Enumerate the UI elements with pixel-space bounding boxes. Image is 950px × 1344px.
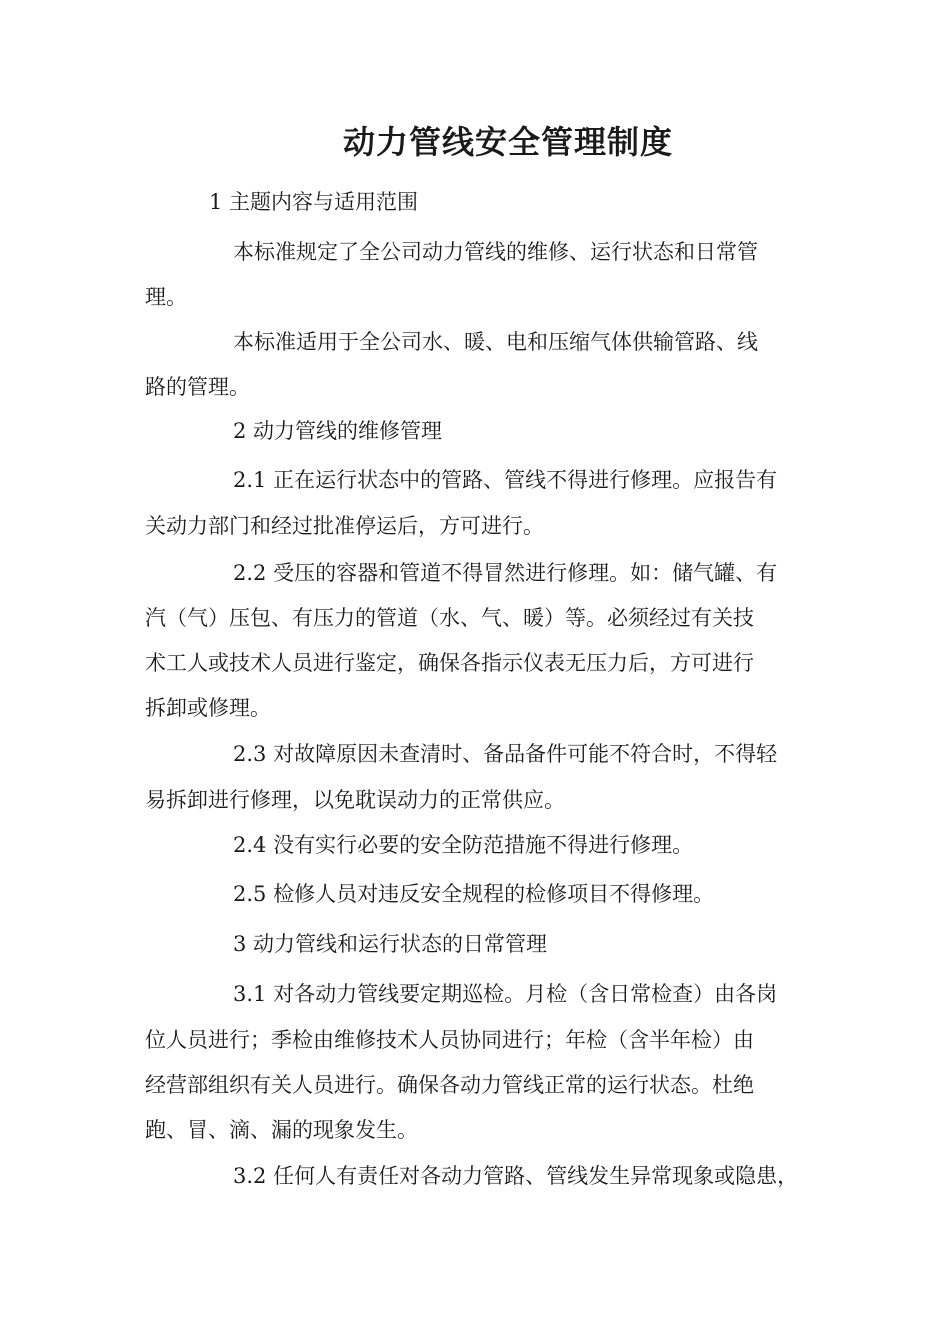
paragraph-line: 拆卸或修理。 (145, 696, 271, 720)
paragraph-line: 2.4 没有实行必要的安全防范措施不得进行修理。 (233, 833, 694, 857)
paragraph-line: 经营部组织有关人员进行。确保各动力管线正常的运行状态。杜绝 (145, 1073, 754, 1097)
paragraph-line: 位人员进行；季检由维修技术人员协同进行；年检（含半年检）由 (145, 1028, 754, 1052)
paragraph-line: 术工人或技术人员进行鉴定，确保各指示仪表无压力后，方可进行 (145, 651, 754, 675)
paragraph-line: 3.1 对各动力管线要定期巡检。月检（含日常检查）由各岗 (233, 982, 778, 1006)
section-heading-3: 3 动力管线和运行状态的日常管理 (233, 932, 548, 956)
paragraph-line: 汽（气）压包、有压力的管道（水、气、暖）等。必须经过有关技 (145, 606, 754, 630)
document-title: 动力管线安全管理制度 (342, 123, 673, 161)
paragraph-line: 跑、冒、滴、漏的现象发生。 (145, 1118, 418, 1142)
paragraph-line: 理。 (145, 285, 187, 309)
paragraph-line: 关动力部门和经过批准停运后，方可进行。 (145, 514, 544, 538)
paragraph-line: 路的管理。 (145, 375, 250, 399)
paragraph-line: 2.5 检修人员对违反安全规程的检修项目不得修理。 (233, 882, 715, 906)
paragraph-line: 2.2 受压的容器和管道不得冒然进行修理。如：储气罐、有 (233, 561, 778, 585)
paragraph-line: 本标准规定了全公司动力管线的维修、运行状态和日常管 (233, 240, 758, 264)
paragraph-line: 本标准适用于全公司水、暖、电和压缩气体供输管路、线 (233, 330, 758, 354)
section-heading-2: 2 动力管线的维修管理 (233, 419, 443, 443)
paragraph-line: 2.1 正在运行状态中的管路、管线不得进行修理。应报告有 (233, 468, 778, 492)
paragraph-line: 3.2 任何人有责任对各动力管路、管线发生异常现象或隐患， (233, 1164, 799, 1188)
paragraph-line: 2.3 对故障原因未查清时、备品备件可能不符合时，不得轻 (233, 742, 778, 766)
section-heading-1: 1 主题内容与适用范围 (209, 190, 419, 214)
paragraph-line: 易拆卸进行修理，以免耽误动力的正常供应。 (145, 788, 565, 812)
